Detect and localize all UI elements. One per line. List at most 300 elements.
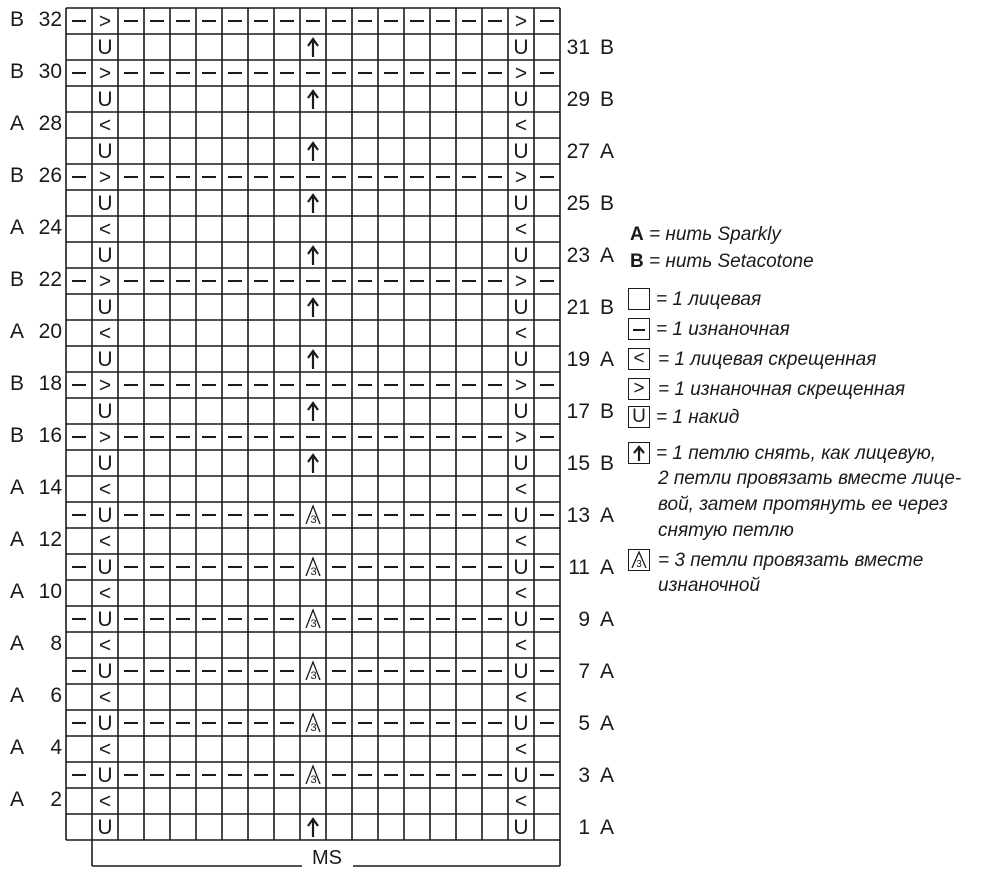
purl-dash-icon [326, 60, 352, 86]
row-number: 3 [578, 764, 590, 787]
purl-dash-icon [222, 606, 248, 632]
purl-dash-icon [430, 60, 456, 86]
row-label-right [564, 607, 620, 633]
twisted-knit-icon: < [98, 789, 112, 813]
yarn-over-icon: U [97, 451, 113, 475]
legend-text-cont: вой, затем протянуть ее через [658, 494, 948, 515]
purl-dash-icon [274, 710, 300, 736]
purl-dash-icon [274, 60, 300, 86]
purl-dash-icon [352, 164, 378, 190]
purl-dash-icon [534, 502, 560, 528]
twisted-knit-icon: < [98, 321, 112, 345]
purl-dash-icon [222, 658, 248, 684]
twisted-knit-icon: < [98, 529, 112, 553]
purl-dash-icon [170, 164, 196, 190]
purl-dash-icon [456, 60, 482, 86]
yarn-letter: A [10, 632, 25, 655]
yarn-over-icon: U [97, 87, 113, 111]
row-number: 24 [38, 216, 62, 239]
row-label-right [564, 243, 620, 269]
yarn-over-icon: U [513, 399, 529, 423]
twisted-purl-icon: > [98, 373, 112, 397]
row-label-left [8, 579, 62, 605]
legend-text: = 1 изнаночная скрещенная [658, 379, 906, 400]
purl-dash-icon [300, 8, 326, 34]
row-label-right [564, 347, 620, 373]
twisted-knit-icon: < [98, 477, 112, 501]
purl-dash-icon [222, 554, 248, 580]
purl-dash-icon [196, 502, 222, 528]
purl-dash-icon [274, 372, 300, 398]
purl-dash-icon [430, 762, 456, 788]
slip-k2tog-psso-icon [300, 242, 326, 268]
p3tog-icon [300, 554, 326, 580]
yarn-letter: A [600, 140, 615, 163]
yarn-over-icon: U [97, 503, 113, 527]
row-label-left [8, 787, 62, 813]
row-label-right [564, 295, 620, 321]
twisted-knit-icon: < [98, 737, 112, 761]
row-label-left [8, 163, 62, 189]
purl-dash-icon [196, 60, 222, 86]
p3tog-icon [300, 762, 326, 788]
row-label-right [564, 139, 620, 165]
row-number: 4 [50, 736, 62, 759]
purl-dash-icon [378, 554, 404, 580]
row-label-right [564, 815, 620, 841]
purl-dash-icon [170, 424, 196, 450]
purl-dash-icon [430, 710, 456, 736]
purl-dash-icon [170, 268, 196, 294]
purl-dash-icon [456, 424, 482, 450]
yarn-letter: B [600, 192, 615, 215]
purl-dash-icon [222, 8, 248, 34]
purl-dash-icon [482, 606, 508, 632]
purl-dash-icon [196, 762, 222, 788]
yarn-over-icon: U [513, 87, 529, 111]
row-number: 1 [578, 816, 590, 839]
purl-dash-icon [326, 424, 352, 450]
p3tog-digit: 3 [636, 559, 642, 569]
purl-dash-icon [378, 164, 404, 190]
purl-dash-icon [118, 554, 144, 580]
slip-k2tog-psso-icon [300, 814, 326, 840]
purl-dash-icon [326, 554, 352, 580]
purl-dash-icon [378, 762, 404, 788]
purl-dash-icon [534, 164, 560, 190]
purl-dash-icon [456, 268, 482, 294]
row-label-left [8, 111, 62, 137]
yarn-over-icon: U [97, 191, 113, 215]
yarn-over-icon: U [513, 347, 529, 371]
yarn-over-icon: U [97, 399, 113, 423]
yarn-over-icon: U [513, 191, 529, 215]
purl-dash-icon [248, 658, 274, 684]
purl-dash-icon [534, 8, 560, 34]
purl-dash-icon [534, 372, 560, 398]
row-number: 14 [38, 476, 62, 499]
purl-dash-icon [534, 268, 560, 294]
purl-dash-icon [482, 372, 508, 398]
purl-dash-icon [404, 606, 430, 632]
yarn-over-icon: U [97, 295, 113, 319]
purl-dash-icon [196, 606, 222, 632]
purl-dash-icon [378, 372, 404, 398]
purl-dash-icon [300, 164, 326, 190]
purl-dash-icon [378, 268, 404, 294]
row-label-right [564, 711, 620, 737]
purl-dash-icon [352, 554, 378, 580]
purl-dash-icon [456, 8, 482, 34]
purl-dash-icon [248, 268, 274, 294]
yarn-letter: B [10, 60, 25, 83]
yarn-letter: A [600, 556, 615, 579]
purl-dash-icon [534, 554, 560, 580]
legend-yarn-b [630, 251, 814, 273]
purl-dash-icon [144, 372, 170, 398]
row-number: 30 [38, 60, 62, 83]
purl-dash-icon [352, 606, 378, 632]
row-label-right [564, 399, 620, 425]
purl-dash-icon [248, 372, 274, 398]
twisted-knit-icon: < [514, 789, 528, 813]
row-number: 10 [38, 580, 62, 603]
row-number: 15 [566, 452, 590, 475]
purl-dash-icon [482, 60, 508, 86]
row-number: 32 [38, 8, 62, 31]
yarn-letter: A [10, 580, 25, 603]
twisted-purl-icon: > [98, 425, 112, 449]
purl-dash-icon [170, 8, 196, 34]
purl-dash-icon [404, 658, 430, 684]
purl-dash-icon [248, 424, 274, 450]
purl-dash-icon [482, 8, 508, 34]
purl-dash-icon [326, 658, 352, 684]
row-number: 9 [578, 608, 590, 631]
purl-dash-icon [118, 60, 144, 86]
yarn-letter: B [10, 268, 25, 291]
purl-dash-icon [118, 424, 144, 450]
purl-dash-icon [222, 60, 248, 86]
slip-k2tog-psso-icon [300, 346, 326, 372]
yarn-over-icon: U [97, 763, 113, 787]
slip-k2tog-psso-icon [300, 138, 326, 164]
row-label-left [8, 215, 62, 241]
purl-dash-icon [248, 8, 274, 34]
purl-dash-icon [118, 762, 144, 788]
row-number: 31 [566, 36, 590, 59]
purl-dash-icon [352, 424, 378, 450]
purl-dash-icon [144, 424, 170, 450]
purl-dash-icon [430, 8, 456, 34]
legend-text-cont: 2 петли провязать вместе лице- [658, 468, 962, 489]
row-label-right [564, 555, 620, 581]
yarn-letter: B [600, 36, 615, 59]
twisted-knit-icon: < [514, 321, 528, 345]
yarn-over-icon: U [513, 295, 529, 319]
purl-dash-icon [534, 424, 560, 450]
purl-dash-icon [144, 8, 170, 34]
yarn-letter: A [600, 764, 615, 787]
purl-dash-icon [222, 424, 248, 450]
purl-dash-icon [326, 268, 352, 294]
purl-dash-icon [222, 268, 248, 294]
twisted-knit-icon: < [98, 581, 112, 605]
purl-dash-icon [248, 164, 274, 190]
legend-yarn-a [630, 224, 781, 246]
purl-dash-icon [66, 554, 92, 580]
twisted-purl-icon: > [514, 269, 528, 293]
row-number: 22 [38, 268, 62, 291]
row-number: 19 [566, 348, 590, 371]
purl-dash-icon [196, 268, 222, 294]
yarn-letter: A [600, 348, 615, 371]
purl-dash-icon [404, 554, 430, 580]
purl-dash-icon [456, 164, 482, 190]
row-label-right [564, 763, 620, 789]
purl-dash-icon [352, 8, 378, 34]
twisted-purl-icon: > [98, 9, 112, 33]
twisted-purl-icon: > [514, 9, 528, 33]
purl-dash-icon [170, 710, 196, 736]
purl-dash-icon [482, 424, 508, 450]
twisted-knit-icon: < [514, 217, 528, 241]
purl-dash-icon [66, 268, 92, 294]
purl-dash-icon [430, 658, 456, 684]
purl-dash-icon [274, 424, 300, 450]
purl-dash-icon [404, 502, 430, 528]
row-label-left [8, 527, 62, 553]
yarn-over-icon: U [513, 503, 529, 527]
knit-blank-icon [628, 288, 650, 310]
yarn-over-icon: U [97, 555, 113, 579]
row-label-left [8, 59, 62, 85]
purl-dash-icon [456, 606, 482, 632]
svg-text:3: 3 [310, 514, 317, 526]
row-number: 27 [566, 140, 590, 163]
twisted-purl-icon: > [98, 269, 112, 293]
legend-text: = 1 изнаночная [656, 319, 790, 340]
purl-dash-icon [628, 318, 650, 340]
purl-dash-icon [378, 424, 404, 450]
svg-text:3: 3 [310, 774, 317, 786]
yarn-letter: B [10, 372, 25, 395]
purl-dash-icon [404, 372, 430, 398]
purl-dash-icon [222, 710, 248, 736]
purl-dash-icon [248, 710, 274, 736]
purl-dash-icon [482, 268, 508, 294]
legend-text: = 3 петли провязать вместе [658, 550, 924, 571]
yarn-letter: A [10, 476, 25, 499]
svg-text:3: 3 [310, 722, 317, 734]
svg-text:3: 3 [310, 566, 317, 578]
row-number: 16 [38, 424, 62, 447]
legend-text: = 1 накид [656, 407, 740, 428]
row-number: 18 [38, 372, 62, 395]
purl-dash-icon [170, 372, 196, 398]
purl-dash-icon [144, 60, 170, 86]
slip-k2tog-psso-icon [300, 34, 326, 60]
purl-dash-icon [430, 164, 456, 190]
twisted-purl-icon: > [514, 165, 528, 189]
yarn-letter: A [10, 736, 25, 759]
purl-dash-icon [144, 606, 170, 632]
row-label-left [8, 631, 62, 657]
yarn-letter: B [600, 88, 615, 111]
purl-dash-icon [300, 424, 326, 450]
purl-dash-icon [196, 372, 222, 398]
twisted-knit-icon: < [98, 217, 112, 241]
purl-dash-icon [430, 606, 456, 632]
row-number: 23 [566, 244, 590, 267]
purl-dash-icon [482, 164, 508, 190]
p3tog-icon [300, 658, 326, 684]
purl-dash-icon [222, 762, 248, 788]
purl-dash-icon [274, 658, 300, 684]
row-number: 28 [38, 112, 62, 135]
purl-dash-icon [404, 762, 430, 788]
p3tog-icon [628, 549, 650, 571]
purl-dash-icon [248, 60, 274, 86]
yarn-over-icon: U [513, 607, 529, 631]
purl-dash-icon [378, 502, 404, 528]
purl-dash-icon [456, 658, 482, 684]
yarn-over-icon: U [513, 555, 529, 579]
purl-dash-icon [430, 424, 456, 450]
purl-dash-icon [430, 268, 456, 294]
purl-dash-icon [196, 554, 222, 580]
purl-dash-icon [118, 164, 144, 190]
slip-k2tog-psso-icon [300, 294, 326, 320]
purl-dash-icon [300, 268, 326, 294]
yarn-over-icon: U [513, 35, 529, 59]
purl-dash-icon [430, 372, 456, 398]
purl-dash-icon [326, 372, 352, 398]
purl-dash-icon [222, 164, 248, 190]
twisted-knit-icon: < [98, 633, 112, 657]
purl-dash-icon [66, 60, 92, 86]
purl-dash-icon [274, 268, 300, 294]
legend-text: = 1 петлю снять, как лицевую, [656, 443, 937, 464]
row-label-left [8, 423, 62, 449]
purl-dash-icon [144, 762, 170, 788]
purl-dash-icon [326, 502, 352, 528]
purl-dash-icon [118, 268, 144, 294]
twisted-knit-icon: < [514, 529, 528, 553]
purl-dash-icon [248, 554, 274, 580]
purl-dash-icon [170, 606, 196, 632]
purl-dash-icon [144, 502, 170, 528]
yarn-letter: B [10, 8, 25, 31]
purl-dash-icon [274, 554, 300, 580]
svg-text:3: 3 [310, 618, 317, 630]
p3tog-icon [300, 710, 326, 736]
purl-dash-icon [456, 554, 482, 580]
purl-dash-icon [534, 60, 560, 86]
purl-dash-icon [482, 554, 508, 580]
purl-dash-icon [118, 502, 144, 528]
purl-dash-icon [404, 60, 430, 86]
yarn-over-icon: U [97, 243, 113, 267]
purl-dash-icon [66, 606, 92, 632]
twisted-knit-icon: < [514, 737, 528, 761]
purl-dash-icon [430, 554, 456, 580]
yarn-text: = нить Sparkly [649, 224, 781, 245]
purl-dash-icon [456, 372, 482, 398]
yarn-over-icon: U [513, 243, 529, 267]
yarn-over-icon: U [97, 815, 113, 839]
purl-dash-icon [352, 502, 378, 528]
purl-dash-icon [274, 8, 300, 34]
twisted-knit-icon: < [514, 113, 528, 137]
purl-dash-icon [534, 762, 560, 788]
purl-dash-icon [378, 60, 404, 86]
row-number: 5 [578, 712, 590, 735]
purl-dash-icon [378, 658, 404, 684]
row-number: 7 [578, 660, 590, 683]
row-number: 21 [566, 296, 590, 319]
row-label-right [564, 503, 620, 529]
purl-dash-icon [118, 658, 144, 684]
yarn-letter: B [10, 164, 25, 187]
repeat-label: MS [312, 847, 342, 869]
row-label-left [8, 371, 62, 397]
yarn-over-icon: U [513, 139, 529, 163]
purl-dash-icon [534, 658, 560, 684]
purl-dash-icon [196, 424, 222, 450]
yarn-letter: B [10, 424, 25, 447]
purl-dash-icon [534, 606, 560, 632]
purl-dash-icon [66, 762, 92, 788]
purl-dash-icon [404, 8, 430, 34]
purl-dash-icon [66, 8, 92, 34]
purl-dash-icon [404, 710, 430, 736]
purl-dash-icon [326, 606, 352, 632]
purl-dash-icon [196, 710, 222, 736]
purl-dash-icon [482, 658, 508, 684]
yarn-over-icon: U [97, 607, 113, 631]
twisted-purl-icon: > [514, 425, 528, 449]
yarn-over-icon: U [628, 406, 650, 428]
row-number: 20 [38, 320, 62, 343]
yarn-over-icon: U [513, 451, 529, 475]
purl-dash-icon [482, 762, 508, 788]
purl-dash-icon [378, 8, 404, 34]
twisted-purl-icon: > [514, 373, 528, 397]
purl-dash-icon [352, 268, 378, 294]
purl-dash-icon [144, 164, 170, 190]
twisted-knit-icon: < [514, 685, 528, 709]
row-label-left [8, 267, 62, 293]
purl-dash-icon [144, 658, 170, 684]
yarn-letter: A [10, 216, 25, 239]
purl-dash-icon [196, 164, 222, 190]
purl-dash-icon [66, 710, 92, 736]
yarn-letter: B [600, 452, 615, 475]
purl-dash-icon [300, 60, 326, 86]
purl-dash-icon [66, 658, 92, 684]
twisted-purl-icon: > [514, 61, 528, 85]
row-label-left [8, 735, 62, 761]
slip-k2tog-psso-icon [628, 442, 650, 464]
purl-dash-icon [248, 606, 274, 632]
yarn-letter: A [10, 528, 25, 551]
purl-dash-icon [170, 762, 196, 788]
yarn-over-icon: U [97, 711, 113, 735]
twisted-purl-icon: > [98, 165, 112, 189]
purl-dash-icon [222, 372, 248, 398]
purl-dash-icon [430, 502, 456, 528]
